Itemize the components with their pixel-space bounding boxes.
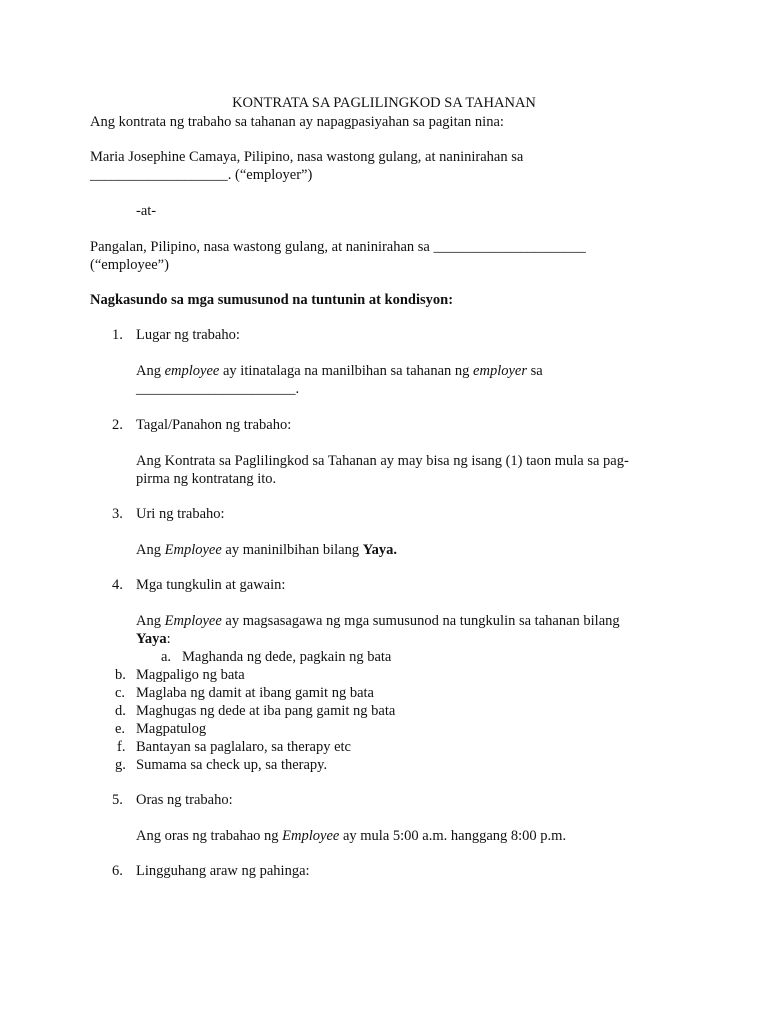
document-title: KONTRATA SA PAGLILINGKOD SA TAHANAN xyxy=(232,95,536,111)
emphasis-text: Employee xyxy=(282,828,340,844)
duty-letter: e. xyxy=(115,721,126,737)
separator-text: -at- xyxy=(136,203,157,219)
section-paragraph xyxy=(136,362,543,380)
duty-item: Magpaligo ng bata xyxy=(136,667,245,683)
text-run: Ang xyxy=(136,363,165,379)
section-paragraph xyxy=(136,541,397,559)
duty-letter: d. xyxy=(115,703,126,719)
duty-letter: c. xyxy=(115,685,126,701)
text-run: ay itinatalaga na manilbihan sa tahanan ng xyxy=(219,363,474,379)
section-paragraph: Ang Kontrata sa Paglilingkod sa Tahanan ay may bisa ng isang (1) taon mula sa pag- xyxy=(136,453,629,469)
section-heading: Lingguhang araw ng pahinga: xyxy=(136,863,310,879)
employee-line-2: (“employee”) xyxy=(90,257,169,273)
duty-letter: b. xyxy=(115,667,126,683)
section-number: 2. xyxy=(112,417,123,433)
text-run: sa xyxy=(526,363,543,379)
emphasis-text: employer xyxy=(473,363,527,379)
duty-item: Bantayan sa paglalaro, sa therapy etc xyxy=(136,739,351,755)
emphasis-text: Employee xyxy=(164,542,222,558)
duty-item: Maghanda ng dede, pagkain ng bata xyxy=(182,649,392,665)
text-run: Ang oras ng trabahao ng xyxy=(136,828,283,844)
text-run: ay maninilbihan bilang xyxy=(221,542,363,558)
section-paragraph: pirma ng kontratang ito. xyxy=(136,471,277,487)
text-run: ay magsasagawa ng mga sumusunod na tungkulin sa tahanan bilang xyxy=(221,613,620,629)
section-heading: Mga tungkulin at gawain: xyxy=(136,577,286,593)
duty-item: Maglaba ng damit at ibang gamit ng bata xyxy=(136,685,374,701)
emphasis-text: Employee xyxy=(164,613,222,629)
section-number: 1. xyxy=(112,327,123,343)
employer-line-2: ___________________. (“employer”) xyxy=(90,167,313,183)
text-run: Ang xyxy=(136,613,165,629)
section-heading: Tagal/Panahon ng trabaho: xyxy=(136,417,292,433)
section-paragraph xyxy=(136,630,171,648)
text-run: : xyxy=(166,631,171,647)
employer-line-1: Maria Josephine Camaya, Pilipino, nasa wastong gulang, at naninirahan sa xyxy=(90,149,524,165)
section-number: 5. xyxy=(112,792,123,808)
text-run: Ang xyxy=(136,542,165,558)
strong-text: Yaya xyxy=(136,631,167,647)
duty-letter: g. xyxy=(115,757,126,773)
duty-item: Maghugas ng dede at iba pang gamit ng bata xyxy=(136,703,396,719)
section-heading: Lugar ng trabaho: xyxy=(136,327,240,343)
agreement-heading: Nagkasundo sa mga sumusunod na tuntunin at kondisyon: xyxy=(90,292,454,308)
duty-letter: f. xyxy=(117,739,126,755)
section-number: 3. xyxy=(112,506,123,522)
section-number: 6. xyxy=(112,863,123,879)
intro-text: Ang kontrata ng trabaho sa tahanan ay napagpasiyahan sa pagitan nina: xyxy=(90,114,504,130)
duty-letter: a. xyxy=(161,649,172,665)
section-paragraph xyxy=(136,612,620,630)
section-paragraph xyxy=(136,827,566,845)
duty-item: Magpatulog xyxy=(136,721,207,737)
employee-line-1: Pangalan, Pilipino, nasa wastong gulang, at naninirahan sa _____________________ xyxy=(90,239,586,255)
text-run: ay mula 5:00 a.m. hanggang 8:00 p.m. xyxy=(339,828,567,844)
blank-line: ______________________. xyxy=(136,381,300,397)
section-heading: Uri ng trabaho: xyxy=(136,506,225,522)
duty-item: Sumama sa check up, sa therapy. xyxy=(136,757,328,773)
strong-text: Yaya. xyxy=(362,542,397,558)
section-number: 4. xyxy=(112,577,123,593)
emphasis-text: employee xyxy=(164,363,220,379)
section-heading: Oras ng trabaho: xyxy=(136,792,233,808)
